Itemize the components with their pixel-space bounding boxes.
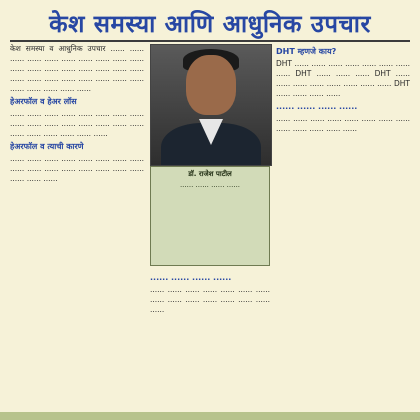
middle-column bbox=[150, 270, 270, 412]
left-subheading-2: हेअरफॉल व त्याची कारणे bbox=[10, 142, 84, 151]
left-column bbox=[10, 44, 144, 412]
right-paragraph-1: DHT ...... ...... ...... ...... ...... ...... ...... ...... DHT ...... ...... ...... DHT ...... ...... ...... ...... ...... ...... ...... ...... DHT ...... ...... ...... ...... bbox=[276, 59, 410, 98]
right-subheading-2: ...... ...... ...... ...... bbox=[276, 102, 358, 111]
author-name: डॉ. राजेश पाटील bbox=[188, 170, 232, 178]
headline bbox=[0, 6, 420, 40]
author-photo bbox=[150, 44, 272, 166]
left-subheading-1: हेअरफॉल व हेअर लॉस bbox=[10, 97, 77, 106]
right-subheading-1: DHT म्हणजे काय? bbox=[276, 47, 337, 56]
headline-text: केश समस्या आणि आधुनिक उपचार bbox=[49, 8, 371, 38]
left-paragraph-1: केश समस्या व आधुनिक उपचार ...... ...... ...... ...... ...... ...... ...... ...... ...... ...... ...... ...... ...... ...... ...... ...... ...... ...... ...... ...... ...... ...... ...... ...... ...... ...... ...... ...... ...... ...... ...... bbox=[10, 44, 144, 93]
right-column bbox=[276, 44, 410, 412]
author-caption bbox=[150, 166, 270, 266]
footer-strip bbox=[0, 412, 420, 420]
left-paragraph-2: ...... ...... ...... ...... ...... ...... ...... ...... ...... ...... ...... ...... ...... ...... ...... ...... ...... ...... ...... ...... ...... ...... bbox=[10, 109, 144, 138]
caption-lines: ...... ...... ...... ...... bbox=[179, 181, 241, 189]
right-paragraph-2: ...... ...... ...... ...... ...... ...... ...... ...... ...... ...... ...... ...... ...... bbox=[276, 114, 410, 133]
left-paragraph-3: ...... ...... ...... ...... ...... ...... ...... ...... ...... ...... ...... ...... ...... ...... ...... ...... ...... ...... ...... bbox=[10, 154, 144, 183]
mid-subheading-1: ...... ...... ...... ...... bbox=[150, 273, 232, 282]
mid-paragraph-1: ...... ...... ...... ...... ...... ...... ...... ...... ...... ...... ...... ...... ...... ...... ...... bbox=[150, 285, 270, 314]
photo-face bbox=[186, 55, 236, 115]
headline-rule bbox=[10, 40, 410, 42]
